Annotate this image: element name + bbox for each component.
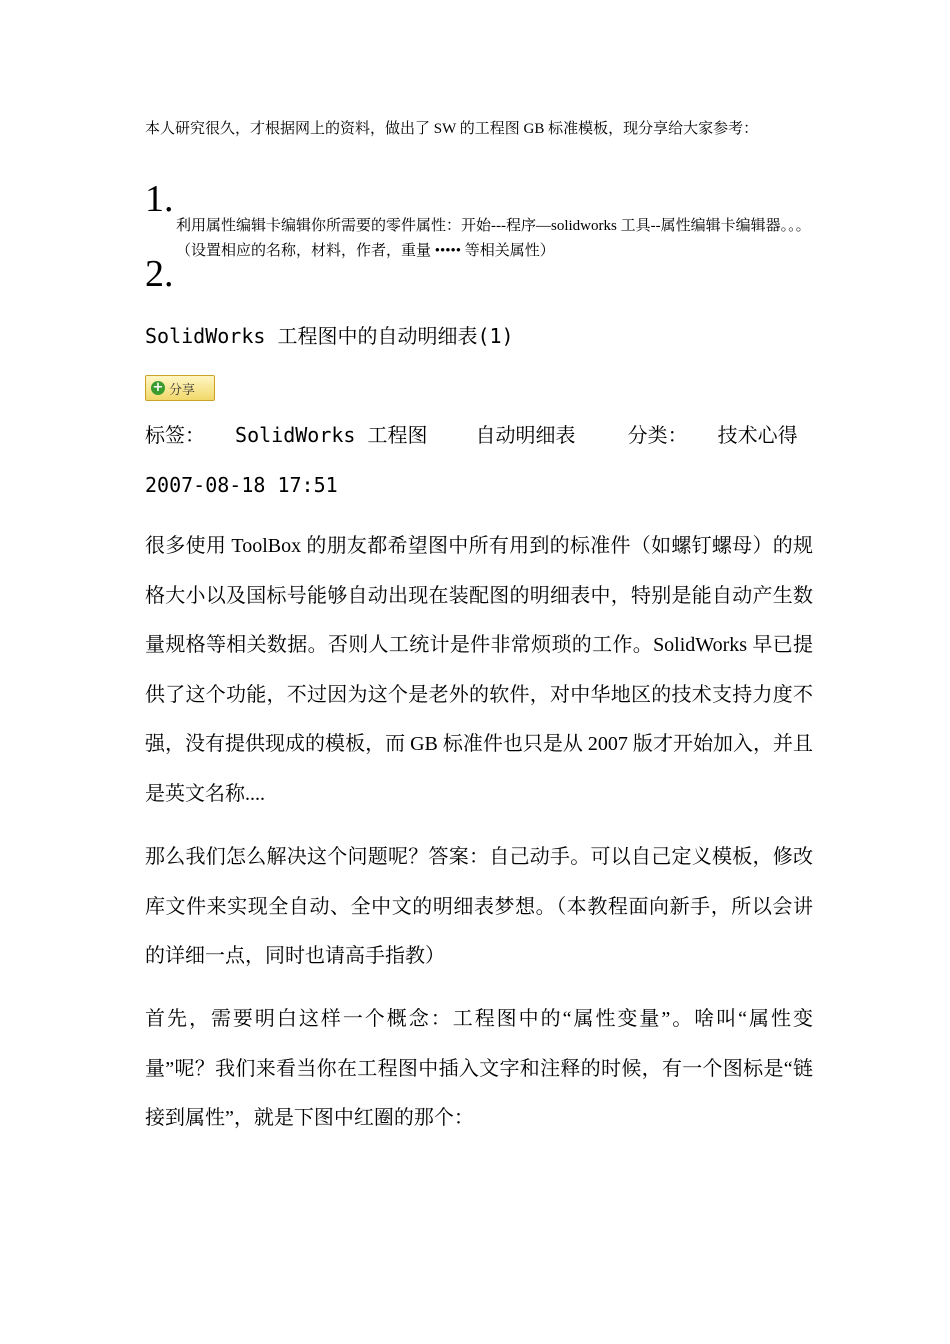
body-paragraph: 很多使用 ToolBox 的朋友都希望图中所有用到的标准件（如螺钉螺母）的规格大小以及国标号能够自动出现在装配图的明细表中，特别是能自动产生数量规格等相关数据。否则人工统计是件非常烦琐的工作。SolidWorks 早已提供了这个功能，不过因为这个是老外的软件，对中华地区的技术支持力度不强，没有提供现成的模板，而 GB 标准件也只是从 2007 版才开始加入，并且是英文名称....	[145, 535, 813, 805]
intro-text: 本人研究很久，才根据网上的资料，做出了 SW 的工程图 GB 标准模板，现分享给大家参考：	[145, 121, 759, 137]
tags-label: 标签：	[145, 423, 205, 447]
tag-link[interactable]: SolidWorks 工程图	[235, 423, 428, 447]
post-date: 2007-08-18 17:51	[145, 473, 338, 497]
tags-line	[145, 420, 815, 450]
article-title: SolidWorks 工程图中的自动明细表(1)	[145, 324, 514, 348]
share-button-label: 分享	[169, 382, 196, 398]
plus-icon: +	[152, 380, 164, 395]
step-number-1: 1.	[145, 178, 174, 220]
share-button[interactable]	[145, 375, 215, 401]
step-number-2: 2.	[145, 253, 174, 295]
tag-link[interactable]: 自动明细表	[475, 423, 576, 447]
category-label: 分类：	[627, 423, 688, 447]
step-text-1: 利用属性编辑卡编辑你所需要的零件属性：开始---程序—solidworks 工具--属性编辑卡编辑器。。。（设置相应的名称，材料，作者，重量 ••••• 等相关属性）	[176, 218, 811, 259]
category-link[interactable]: 技术心得	[717, 423, 798, 447]
body-paragraph: 那么我们怎么解决这个问题呢？答案：自己动手。可以自己定义模板，修改库文件来实现全自动、全中文的明细表梦想。（本教程面向新手，所以会讲的详细一点，同时也请高手指教）	[145, 846, 813, 967]
body-paragraph: 首先，需要明白这样一个概念：工程图中的“属性变量”。啥叫“属性变量”呢？我们来看当你在工程图中插入文字和注释的时候，有一个图标是“链接到属性”，就是下图中红圈的那个：	[145, 1008, 813, 1129]
